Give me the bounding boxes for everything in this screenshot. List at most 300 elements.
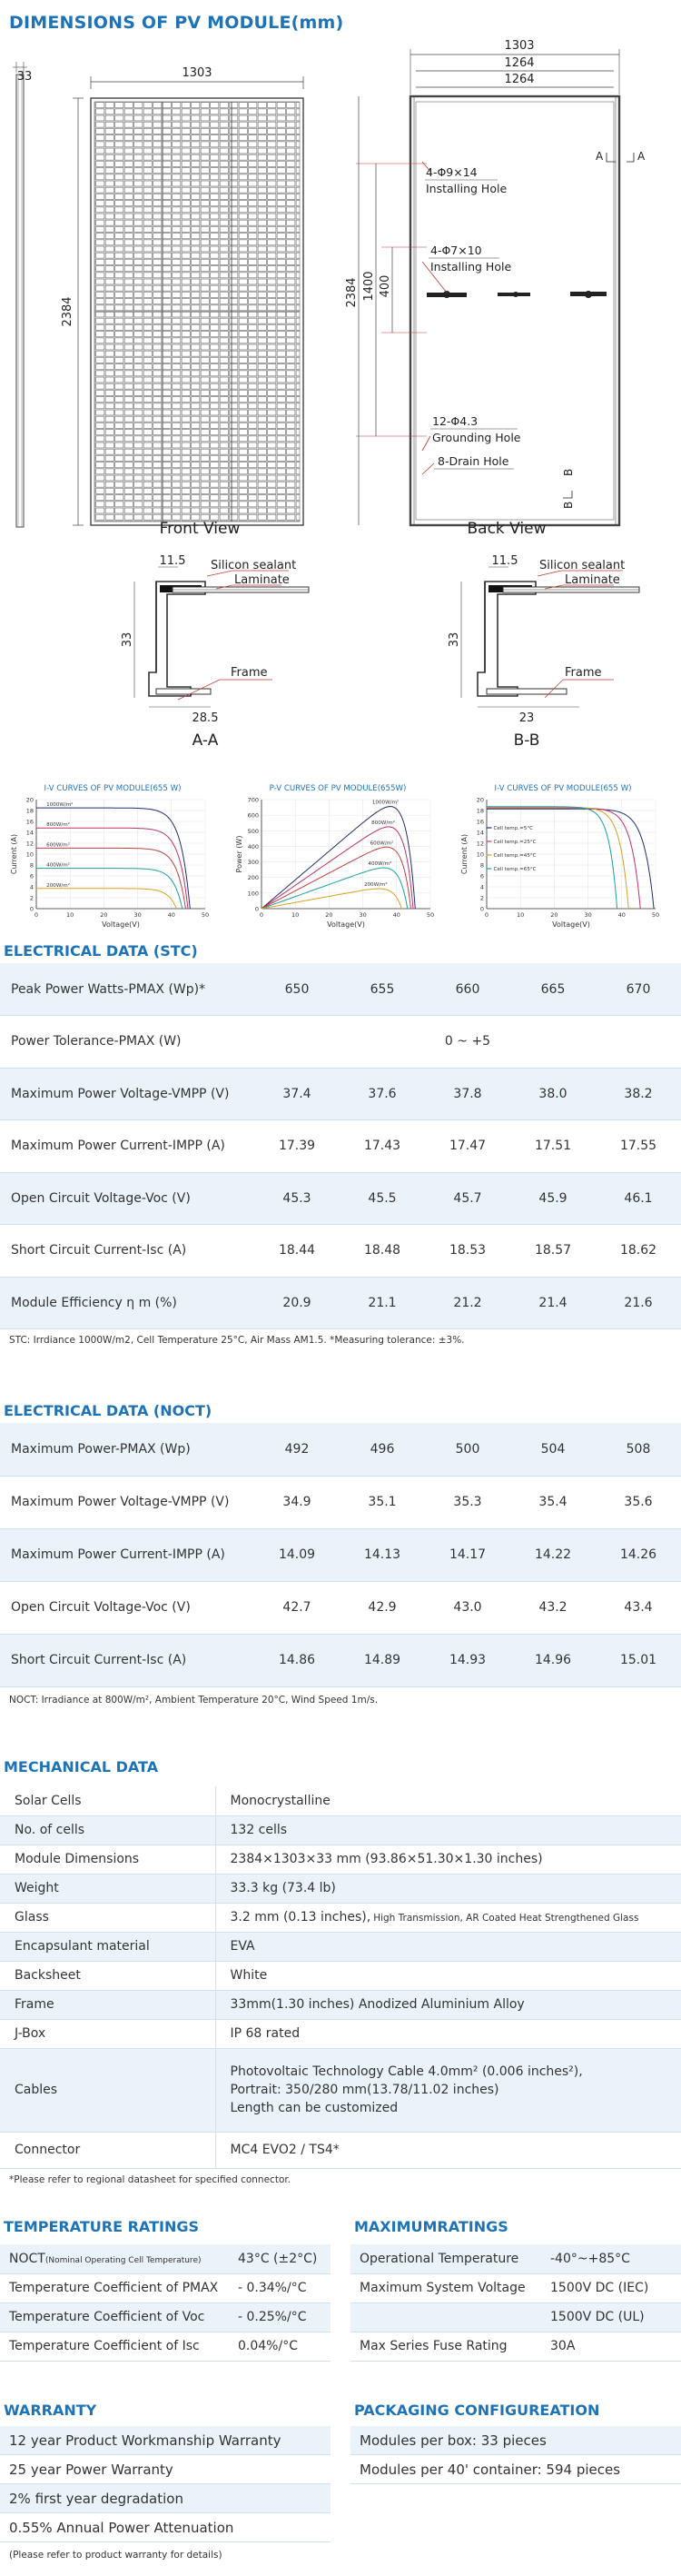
iv-chart-temperature bbox=[458, 780, 668, 934]
series-label: 800W/m² bbox=[371, 821, 395, 826]
row-value: 18.53 bbox=[425, 1225, 510, 1278]
row-value: 35.6 bbox=[596, 1476, 681, 1528]
y-tick-label: 8 bbox=[479, 861, 484, 870]
row-value: 18.62 bbox=[596, 1225, 681, 1278]
x-tick-label: 50 bbox=[426, 911, 435, 919]
maximum-table bbox=[350, 2244, 681, 2362]
row-value: 45.7 bbox=[425, 1172, 510, 1225]
row-value: 45.9 bbox=[510, 1172, 596, 1225]
warranty-section bbox=[0, 2399, 331, 2561]
maximum-section bbox=[350, 2215, 681, 2362]
series-line bbox=[262, 847, 410, 909]
chart-title: P-V CURVES OF PV MODULE(655W) bbox=[269, 784, 407, 793]
spec-value-main: White bbox=[230, 1968, 268, 1983]
series-label: 800W/m² bbox=[46, 822, 70, 829]
back-dim-1400: 1400 bbox=[362, 271, 376, 302]
y-tick-label: 2 bbox=[29, 894, 34, 902]
x-tick-label: 30 bbox=[359, 911, 367, 919]
spec-value-main: Photovoltaic Technology Cable 4.0mm² (0.006 inches²), bbox=[230, 2064, 583, 2079]
side-thickness-label: 33 bbox=[16, 70, 33, 84]
row-value: 20.9 bbox=[254, 1277, 340, 1329]
row-label: Maximum Power Current-IMPP (A) bbox=[0, 1120, 254, 1173]
spec-value bbox=[215, 1874, 681, 1903]
row-value: 34.9 bbox=[254, 1476, 340, 1528]
aa-laminate: Laminate bbox=[234, 573, 290, 587]
y-axis-label: Current (A) bbox=[10, 833, 18, 875]
chart-title: I-V CURVES OF PV MODULE(655 W) bbox=[44, 784, 182, 793]
spec-value-line: Length can be customized bbox=[230, 2101, 399, 2115]
y-tick-label: 400 bbox=[247, 842, 259, 850]
stc-table bbox=[0, 963, 681, 1329]
row-value: 508 bbox=[596, 1423, 681, 1476]
table-row bbox=[350, 2244, 681, 2273]
back-height-label: 2384 bbox=[345, 277, 359, 308]
aa-silicon: Silicon sealant bbox=[211, 559, 297, 572]
table-row bbox=[0, 1845, 681, 1874]
noct-note: NOCT: Irradiance at 800W/m², Ambient Temperature 20°C, Wind Speed 1m/s. bbox=[9, 1694, 379, 1706]
stc-title: ELECTRICAL DATA (STC) bbox=[4, 942, 198, 960]
table-row bbox=[0, 1990, 681, 2019]
x-tick-label: 0 bbox=[259, 911, 264, 919]
spec-value bbox=[215, 2048, 681, 2132]
spec-value-main: MC4 EVO2 / TS4* bbox=[230, 2143, 340, 2157]
y-tick-label: 6 bbox=[479, 872, 484, 880]
x-tick-label: 20 bbox=[100, 911, 108, 919]
y-tick-label: 200 bbox=[247, 874, 259, 882]
row-value: 500 bbox=[425, 1423, 510, 1476]
y-tick-label: 10 bbox=[25, 850, 34, 859]
section-b-mark: B bbox=[562, 501, 575, 509]
y-axis-label: Power (W) bbox=[235, 835, 243, 873]
list-item: Modules per 40' container: 594 pieces bbox=[350, 2455, 681, 2484]
series-line bbox=[262, 868, 408, 909]
spec-key: Solar Cells bbox=[0, 1786, 215, 1815]
rating-key-text: Max Series Fuse Rating bbox=[360, 2339, 508, 2353]
row-value: 14.26 bbox=[596, 1528, 681, 1581]
front-height-label: 2384 bbox=[61, 296, 74, 327]
y-tick-label: 4 bbox=[29, 883, 34, 891]
section-b-mark-2: B bbox=[562, 468, 575, 476]
aa-top-dim: 11.5 bbox=[159, 554, 186, 568]
rating-key-text: Operational Temperature bbox=[360, 2251, 519, 2266]
table-row bbox=[0, 1016, 681, 1069]
row-label: Short Circuit Current-Isc (A) bbox=[0, 1634, 254, 1686]
rating-value: 43°C (±2°C) bbox=[229, 2244, 331, 2273]
y-tick-label: 14 bbox=[25, 829, 34, 837]
table-row bbox=[0, 1932, 681, 1961]
hole-grounding: 12-Φ4.3 bbox=[432, 414, 479, 428]
row-value: 21.1 bbox=[340, 1277, 425, 1329]
back-view-label: Back View bbox=[467, 520, 547, 538]
y-tick-label: 0 bbox=[254, 905, 259, 913]
y-tick-label: 12 bbox=[476, 840, 484, 848]
y-tick-label: 500 bbox=[247, 827, 259, 835]
series-line bbox=[262, 889, 401, 909]
table-row bbox=[0, 2019, 681, 2048]
rating-key bbox=[350, 2273, 541, 2302]
temperature-section bbox=[0, 2215, 331, 2362]
series-label: 600W/m² bbox=[370, 840, 394, 847]
spec-value-main: 132 cells bbox=[230, 1823, 288, 1837]
y-tick-label: 16 bbox=[25, 818, 34, 826]
table-row bbox=[0, 1815, 681, 1845]
table-row bbox=[0, 1903, 681, 1932]
row-value: 14.89 bbox=[340, 1634, 425, 1686]
row-value: 14.22 bbox=[510, 1528, 596, 1581]
aa-frame: Frame bbox=[231, 666, 268, 680]
warranty-title: WARRANTY bbox=[4, 2402, 97, 2419]
spec-value bbox=[215, 1932, 681, 1961]
rating-value: - 0.25%/°C bbox=[229, 2302, 331, 2332]
x-tick-label: 50 bbox=[201, 911, 210, 919]
packaging-title: PACKAGING CONFIGUREATION bbox=[354, 2402, 600, 2419]
x-tick-label: 10 bbox=[66, 911, 74, 919]
rating-key-text: Maximum System Voltage bbox=[360, 2281, 526, 2295]
series-label: 1000W/m² bbox=[46, 802, 74, 809]
y-tick-label: 20 bbox=[25, 796, 34, 804]
row-label: Maximum Power Current-IMPP (A) bbox=[0, 1528, 254, 1581]
y-tick-label: 20 bbox=[476, 796, 484, 804]
y-tick-label: 0 bbox=[29, 905, 34, 913]
row-value: 18.44 bbox=[254, 1225, 340, 1278]
row-value: 38.0 bbox=[510, 1068, 596, 1120]
x-tick-label: 40 bbox=[392, 911, 400, 919]
series-label: 400W/m² bbox=[368, 861, 392, 868]
row-value: 660 bbox=[425, 963, 510, 1016]
hole-installing-2-label: Installing Hole bbox=[430, 260, 512, 274]
table-row bbox=[0, 2302, 331, 2332]
back-width-2: 1264 bbox=[504, 73, 535, 86]
spec-value-main: 33.3 kg (73.4 lb) bbox=[230, 1881, 336, 1895]
section-aa bbox=[121, 554, 309, 750]
rating-key bbox=[0, 2273, 229, 2302]
series-label: Cell temp.=45°C bbox=[493, 853, 537, 859]
row-value: 14.93 bbox=[425, 1634, 510, 1686]
x-tick-label: 20 bbox=[325, 911, 333, 919]
row-value: 15.01 bbox=[596, 1634, 681, 1686]
back-width-overall: 1303 bbox=[504, 39, 535, 53]
y-tick-label: 4 bbox=[479, 883, 484, 891]
bb-frame: Frame bbox=[565, 666, 602, 680]
row-value: 43.0 bbox=[425, 1581, 510, 1634]
row-label: Peak Power Watts-PMAX (Wp)* bbox=[0, 963, 254, 1016]
spec-key: Frame bbox=[0, 1990, 215, 2019]
spec-value bbox=[215, 2132, 681, 2168]
section-a-mark-2: A bbox=[637, 150, 646, 163]
table-row bbox=[0, 1068, 681, 1120]
section-bb bbox=[448, 554, 639, 750]
row-value: 43.4 bbox=[596, 1581, 681, 1634]
table-row bbox=[0, 1225, 681, 1278]
series-label: 400W/m² bbox=[46, 862, 70, 869]
row-value: 0 ~ +5 bbox=[254, 1016, 681, 1069]
rating-key bbox=[0, 2332, 229, 2361]
y-tick-label: 16 bbox=[476, 818, 484, 826]
row-label: Short Circuit Current-Isc (A) bbox=[0, 1225, 254, 1278]
y-tick-label: 300 bbox=[247, 859, 259, 867]
series-label: Cell temp.=65°C bbox=[493, 867, 537, 872]
rating-key-note: (Nominal Operating Cell Temperature) bbox=[44, 2255, 202, 2265]
row-label: Power Tolerance-PMAX (W) bbox=[0, 1016, 254, 1069]
table-row bbox=[0, 2332, 331, 2361]
spec-key: Module Dimensions bbox=[0, 1845, 215, 1874]
y-tick-label: 14 bbox=[476, 829, 484, 837]
row-value: 17.47 bbox=[425, 1120, 510, 1173]
table-row bbox=[0, 1120, 681, 1173]
y-tick-label: 0 bbox=[479, 905, 484, 913]
x-tick-label: 0 bbox=[484, 911, 489, 919]
row-value: 42.7 bbox=[254, 1581, 340, 1634]
spec-value bbox=[215, 2019, 681, 2048]
noct-table bbox=[0, 1423, 681, 1687]
table-row bbox=[0, 1528, 681, 1581]
rating-key bbox=[0, 2244, 229, 2273]
spec-value-main: EVA bbox=[230, 1939, 255, 1954]
row-value: 665 bbox=[510, 963, 596, 1016]
row-label: Maximum Power Voltage-VMPP (V) bbox=[0, 1476, 254, 1528]
row-label: Maximum Power-PMAX (Wp) bbox=[0, 1423, 254, 1476]
hole-installing-1-label: Installing Hole bbox=[426, 182, 508, 195]
y-tick-label: 700 bbox=[247, 796, 259, 804]
frame-sections bbox=[0, 552, 681, 780]
table-row bbox=[350, 2302, 681, 2332]
x-tick-label: 10 bbox=[291, 911, 300, 919]
x-tick-label: 50 bbox=[651, 911, 660, 919]
packaging-section bbox=[350, 2399, 681, 2484]
row-value: 14.86 bbox=[254, 1634, 340, 1686]
table-row bbox=[0, 2048, 681, 2132]
x-tick-label: 10 bbox=[517, 911, 525, 919]
row-value: 17.39 bbox=[254, 1120, 340, 1173]
row-value: 496 bbox=[340, 1423, 425, 1476]
list-item: 25 year Power Warranty bbox=[0, 2455, 331, 2484]
hole-grounding-label: Grounding Hole bbox=[432, 431, 521, 444]
noct-section bbox=[0, 1399, 681, 1706]
rating-value: -40°~+85°C bbox=[541, 2244, 681, 2273]
section-a-mark: A bbox=[596, 150, 604, 163]
warranty-note: (Please refer to product warranty for details) bbox=[9, 2550, 222, 2561]
series-label: Cell temp.=5°C bbox=[493, 826, 534, 831]
row-value: 21.6 bbox=[596, 1277, 681, 1329]
x-tick-label: 30 bbox=[133, 911, 142, 919]
spec-value-main: 3.2 mm (0.13 inches), bbox=[230, 1910, 371, 1925]
front-width-label: 1303 bbox=[182, 66, 212, 80]
spec-value bbox=[215, 1990, 681, 2019]
hole-drain: 8-Drain Hole bbox=[438, 454, 509, 468]
table-row bbox=[0, 963, 681, 1016]
y-tick-label: 12 bbox=[25, 840, 34, 848]
rating-key bbox=[350, 2244, 541, 2273]
table-row bbox=[0, 1874, 681, 1903]
bb-top-dim: 11.5 bbox=[491, 554, 518, 568]
row-value: 45.3 bbox=[254, 1172, 340, 1225]
y-tick-label: 18 bbox=[476, 807, 484, 815]
table-row bbox=[0, 1786, 681, 1815]
maximum-title: MAXIMUMRATINGS bbox=[354, 2218, 508, 2235]
side-profile bbox=[13, 62, 32, 527]
table-row bbox=[350, 2273, 681, 2302]
back-width-1: 1264 bbox=[504, 56, 535, 70]
row-value: 21.4 bbox=[510, 1277, 596, 1329]
row-value: 14.13 bbox=[340, 1528, 425, 1581]
x-tick-label: 30 bbox=[584, 911, 592, 919]
y-tick-label: 10 bbox=[476, 850, 484, 859]
row-value: 45.5 bbox=[340, 1172, 425, 1225]
stc-note: STC: Irrdiance 1000W/m2, Cell Temperature 25°C, Air Mass AM1.5. *Measuring tolerance: ±3%. bbox=[9, 1335, 465, 1346]
row-value: 650 bbox=[254, 963, 340, 1016]
table-row bbox=[0, 1172, 681, 1225]
table-row bbox=[350, 2332, 681, 2361]
warranty-list bbox=[0, 2426, 331, 2542]
x-axis-label: Voltage(V) bbox=[552, 920, 590, 929]
aa-bottom-dim: 28.5 bbox=[192, 711, 219, 725]
row-value: 655 bbox=[340, 963, 425, 1016]
row-value: 492 bbox=[254, 1423, 340, 1476]
series-label: 200W/m² bbox=[363, 882, 388, 889]
spec-value bbox=[215, 1961, 681, 1990]
spec-key: Backsheet bbox=[0, 1961, 215, 1990]
row-value: 38.2 bbox=[596, 1068, 681, 1120]
spec-value bbox=[215, 1845, 681, 1874]
page-title: DIMENSIONS OF PV MODULE(mm) bbox=[9, 13, 344, 33]
row-value: 42.9 bbox=[340, 1581, 425, 1634]
spec-key: J-Box bbox=[0, 2019, 215, 2048]
list-item: 0.55% Annual Power Attenuation bbox=[0, 2513, 331, 2542]
packaging-list bbox=[350, 2426, 681, 2484]
bb-laminate: Laminate bbox=[565, 573, 620, 587]
table-row bbox=[0, 1476, 681, 1528]
row-value: 35.3 bbox=[425, 1476, 510, 1528]
hole-installing-1: 4-Φ9×14 bbox=[426, 165, 478, 179]
list-item: 12 year Product Workmanship Warranty bbox=[0, 2426, 331, 2455]
row-value: 17.51 bbox=[510, 1120, 596, 1173]
series-line bbox=[36, 848, 185, 909]
mechanical-table bbox=[0, 1786, 681, 2169]
spec-value-main: Monocrystalline bbox=[230, 1793, 331, 1808]
mechanical-section bbox=[0, 1755, 681, 2185]
rating-key bbox=[0, 2302, 229, 2332]
back-view bbox=[345, 39, 646, 538]
rating-value: 1500V DC (UL) bbox=[541, 2302, 681, 2332]
stc-section bbox=[0, 940, 681, 1346]
table-row bbox=[0, 1581, 681, 1634]
table-row bbox=[0, 1961, 681, 1990]
rating-value: 0.04%/°C bbox=[229, 2332, 331, 2361]
x-tick-label: 20 bbox=[550, 911, 558, 919]
y-axis-label: Current (A) bbox=[460, 833, 469, 875]
row-value: 14.96 bbox=[510, 1634, 596, 1686]
rating-value: - 0.34%/°C bbox=[229, 2273, 331, 2302]
row-value: 21.2 bbox=[425, 1277, 510, 1329]
back-dim-400: 400 bbox=[379, 274, 392, 298]
row-value: 35.1 bbox=[340, 1476, 425, 1528]
series-label: 200W/m² bbox=[46, 882, 70, 889]
y-tick-label: 100 bbox=[247, 890, 259, 898]
list-item: Modules per box: 33 pieces bbox=[350, 2426, 681, 2455]
rating-key bbox=[350, 2302, 541, 2332]
row-value: 17.43 bbox=[340, 1120, 425, 1173]
rating-key-text: Temperature Coefficient of Voc bbox=[9, 2310, 205, 2324]
spec-value bbox=[215, 1786, 681, 1815]
row-label: Maximum Power Voltage-VMPP (V) bbox=[0, 1068, 254, 1120]
rating-value: 30A bbox=[541, 2332, 681, 2361]
noct-title: ELECTRICAL DATA (NOCT) bbox=[4, 1402, 212, 1419]
spec-value-main: 2384×1303×33 mm (93.86×51.30×1.30 inches) bbox=[230, 1852, 543, 1866]
row-value: 37.6 bbox=[340, 1068, 425, 1120]
hole-installing-2: 4-Φ7×10 bbox=[430, 244, 482, 257]
y-tick-label: 18 bbox=[25, 807, 34, 815]
bb-silicon: Silicon sealant bbox=[539, 559, 626, 572]
table-row bbox=[0, 2132, 681, 2168]
spec-key: Glass bbox=[0, 1903, 215, 1932]
row-value: 46.1 bbox=[596, 1172, 681, 1225]
x-tick-label: 40 bbox=[617, 911, 626, 919]
spec-value bbox=[215, 1903, 681, 1932]
module-drawings bbox=[0, 36, 681, 545]
x-axis-label: Voltage(V) bbox=[327, 920, 365, 929]
list-item: 2% first year degradation bbox=[0, 2484, 331, 2513]
table-row bbox=[0, 1423, 681, 1476]
aa-label: A-A bbox=[192, 731, 219, 750]
iv-chart-irradiance bbox=[7, 780, 218, 934]
chart-title: I-V CURVES OF PV MODULE(655 W) bbox=[494, 784, 632, 793]
spec-value-main: 33mm(1.30 inches) Anodized Aluminium Alloy bbox=[230, 1997, 525, 2012]
spec-key: Connector bbox=[0, 2132, 215, 2168]
spec-key: Cables bbox=[0, 2048, 215, 2132]
mechanical-title: MECHANICAL DATA bbox=[4, 1758, 159, 1775]
row-value: 17.55 bbox=[596, 1120, 681, 1173]
spec-value-line: Portrait: 350/280 mm(13.78/11.02 inches) bbox=[230, 2083, 499, 2097]
row-value: 43.2 bbox=[510, 1581, 596, 1634]
series-line bbox=[36, 889, 176, 909]
spec-key: Encapsulant material bbox=[0, 1932, 215, 1961]
x-tick-label: 40 bbox=[167, 911, 175, 919]
row-value: 18.57 bbox=[510, 1225, 596, 1278]
row-value: 670 bbox=[596, 963, 681, 1016]
rating-key bbox=[350, 2332, 541, 2361]
row-label: Module Efficiency η m (%) bbox=[0, 1277, 254, 1329]
y-tick-label: 2 bbox=[479, 894, 484, 902]
table-row bbox=[0, 2244, 331, 2273]
row-label: Open Circuit Voltage-Voc (V) bbox=[0, 1172, 254, 1225]
front-view-label: Front View bbox=[159, 520, 241, 538]
aa-height-dim: 33 bbox=[121, 632, 134, 648]
table-row bbox=[0, 1277, 681, 1329]
row-value: 37.4 bbox=[254, 1068, 340, 1120]
temperature-title: TEMPERATURE RATINGS bbox=[4, 2218, 199, 2235]
spec-key: No. of cells bbox=[0, 1815, 215, 1845]
y-tick-label: 8 bbox=[29, 861, 34, 870]
y-tick-label: 6 bbox=[29, 872, 34, 880]
spec-value-main: IP 68 rated bbox=[230, 2026, 301, 2041]
row-value: 14.17 bbox=[425, 1528, 510, 1581]
spec-value bbox=[215, 1815, 681, 1845]
front-view bbox=[61, 66, 303, 538]
row-label: Open Circuit Voltage-Voc (V) bbox=[0, 1581, 254, 1634]
row-value: 14.09 bbox=[254, 1528, 340, 1581]
spec-key: Weight bbox=[0, 1874, 215, 1903]
rating-key-text: Temperature Coefficient of PMAX bbox=[9, 2281, 219, 2295]
bb-label: B-B bbox=[513, 731, 540, 750]
pv-chart-irradiance bbox=[232, 780, 443, 934]
rating-key-text: Temperature Coefficient of Isc bbox=[9, 2339, 200, 2353]
table-row bbox=[0, 2273, 331, 2302]
bb-height-dim: 33 bbox=[448, 632, 461, 648]
x-tick-label: 0 bbox=[34, 911, 39, 919]
series-line bbox=[487, 809, 654, 909]
row-value: 18.48 bbox=[340, 1225, 425, 1278]
mechanical-note: *Please refer to regional datasheet for specified connector. bbox=[9, 2173, 291, 2185]
